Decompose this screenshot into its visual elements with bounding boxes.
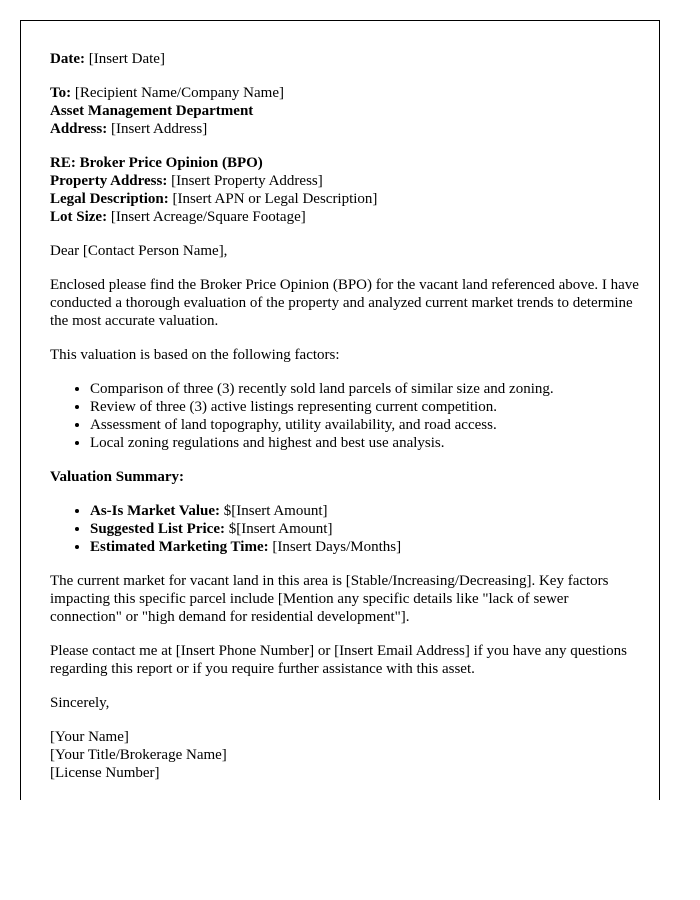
list-item: • Comparison of three (3) recently sold land parcels of similar size and zoning. (90, 380, 640, 398)
list-item: • Local zoning regulations and highest and best use analysis. (90, 434, 640, 452)
list-item: • Review of three (3) active listings representing current competition. (90, 398, 640, 416)
suggested-list-price-label: Suggested List Price: (90, 521, 225, 537)
lot-size-value: [Insert Acreage/Square Footage] (110, 209, 306, 225)
marketing-time-label: Estimated Marketing Time: (90, 539, 269, 555)
list-item (90, 502, 640, 520)
valuation-list (50, 502, 640, 556)
date-block (50, 50, 640, 68)
as-is-value-label: As-Is Market Value: (90, 503, 220, 519)
address-label: Address: (50, 121, 108, 137)
intro-paragraph: Enclosed please find the Broker Price Opinion (BPO) for the vacant land referenced above. I have conducted a thorough evaluation of the property and analyzed current market trends to determine the most accurate valuation. (50, 277, 639, 329)
signature-block (50, 728, 640, 782)
signature-license: [License Number] (50, 765, 160, 781)
legal-description-label: Legal Description: (50, 191, 169, 207)
marketing-time-value: [Insert Days/Months] (272, 539, 402, 555)
signature-title: [Your Title/Brokerage Name] (50, 747, 227, 763)
property-address-label: Property Address: (50, 173, 168, 189)
salutation: Dear [Contact Person Name], (50, 243, 228, 259)
list-item: • Assessment of land topography, utility availability, and road access. (90, 416, 640, 434)
recipient-block (50, 84, 640, 138)
lot-size-label: Lot Size: (50, 209, 108, 225)
to-value: [Recipient Name/Company Name] (74, 85, 284, 101)
list-item (90, 520, 640, 538)
property-address-value: [Insert Property Address] (171, 173, 323, 189)
market-paragraph: The current market for vacant land in this area is [Stable/Increasing/Decreasing]. Key factors impacting this specific parcel include [Mention any specific details like "lack of sewer connection" or "high demand for residential development"]. (50, 573, 609, 625)
contact-paragraph: Please contact me at [Insert Phone Number] or [Insert Email Address] if you have any questions regarding this report or if you require further assistance with this asset. (50, 643, 627, 677)
closing: Sincerely, (50, 695, 110, 711)
date-value: [Insert Date] (88, 51, 165, 67)
signature-name: [Your Name] (50, 729, 129, 745)
subject-block (50, 154, 640, 226)
letter-content (50, 50, 640, 782)
legal-description-value: [Insert APN or Legal Description] (172, 191, 378, 207)
as-is-value-amount: $[Insert Amount] (223, 503, 328, 519)
to-label: To: (50, 85, 72, 101)
date-label: Date: (50, 51, 85, 67)
factors-list (50, 380, 640, 452)
suggested-list-price-amount: $[Insert Amount] (228, 521, 333, 537)
list-item (90, 538, 640, 556)
address-value: [Insert Address] (110, 121, 208, 137)
department-name: Asset Management Department (50, 103, 254, 119)
letter-page (20, 20, 660, 800)
re-line: RE: Broker Price Opinion (BPO) (50, 155, 263, 171)
valuation-heading: Valuation Summary: (50, 469, 185, 485)
factors-intro: This valuation is based on the following factors: (50, 347, 340, 363)
